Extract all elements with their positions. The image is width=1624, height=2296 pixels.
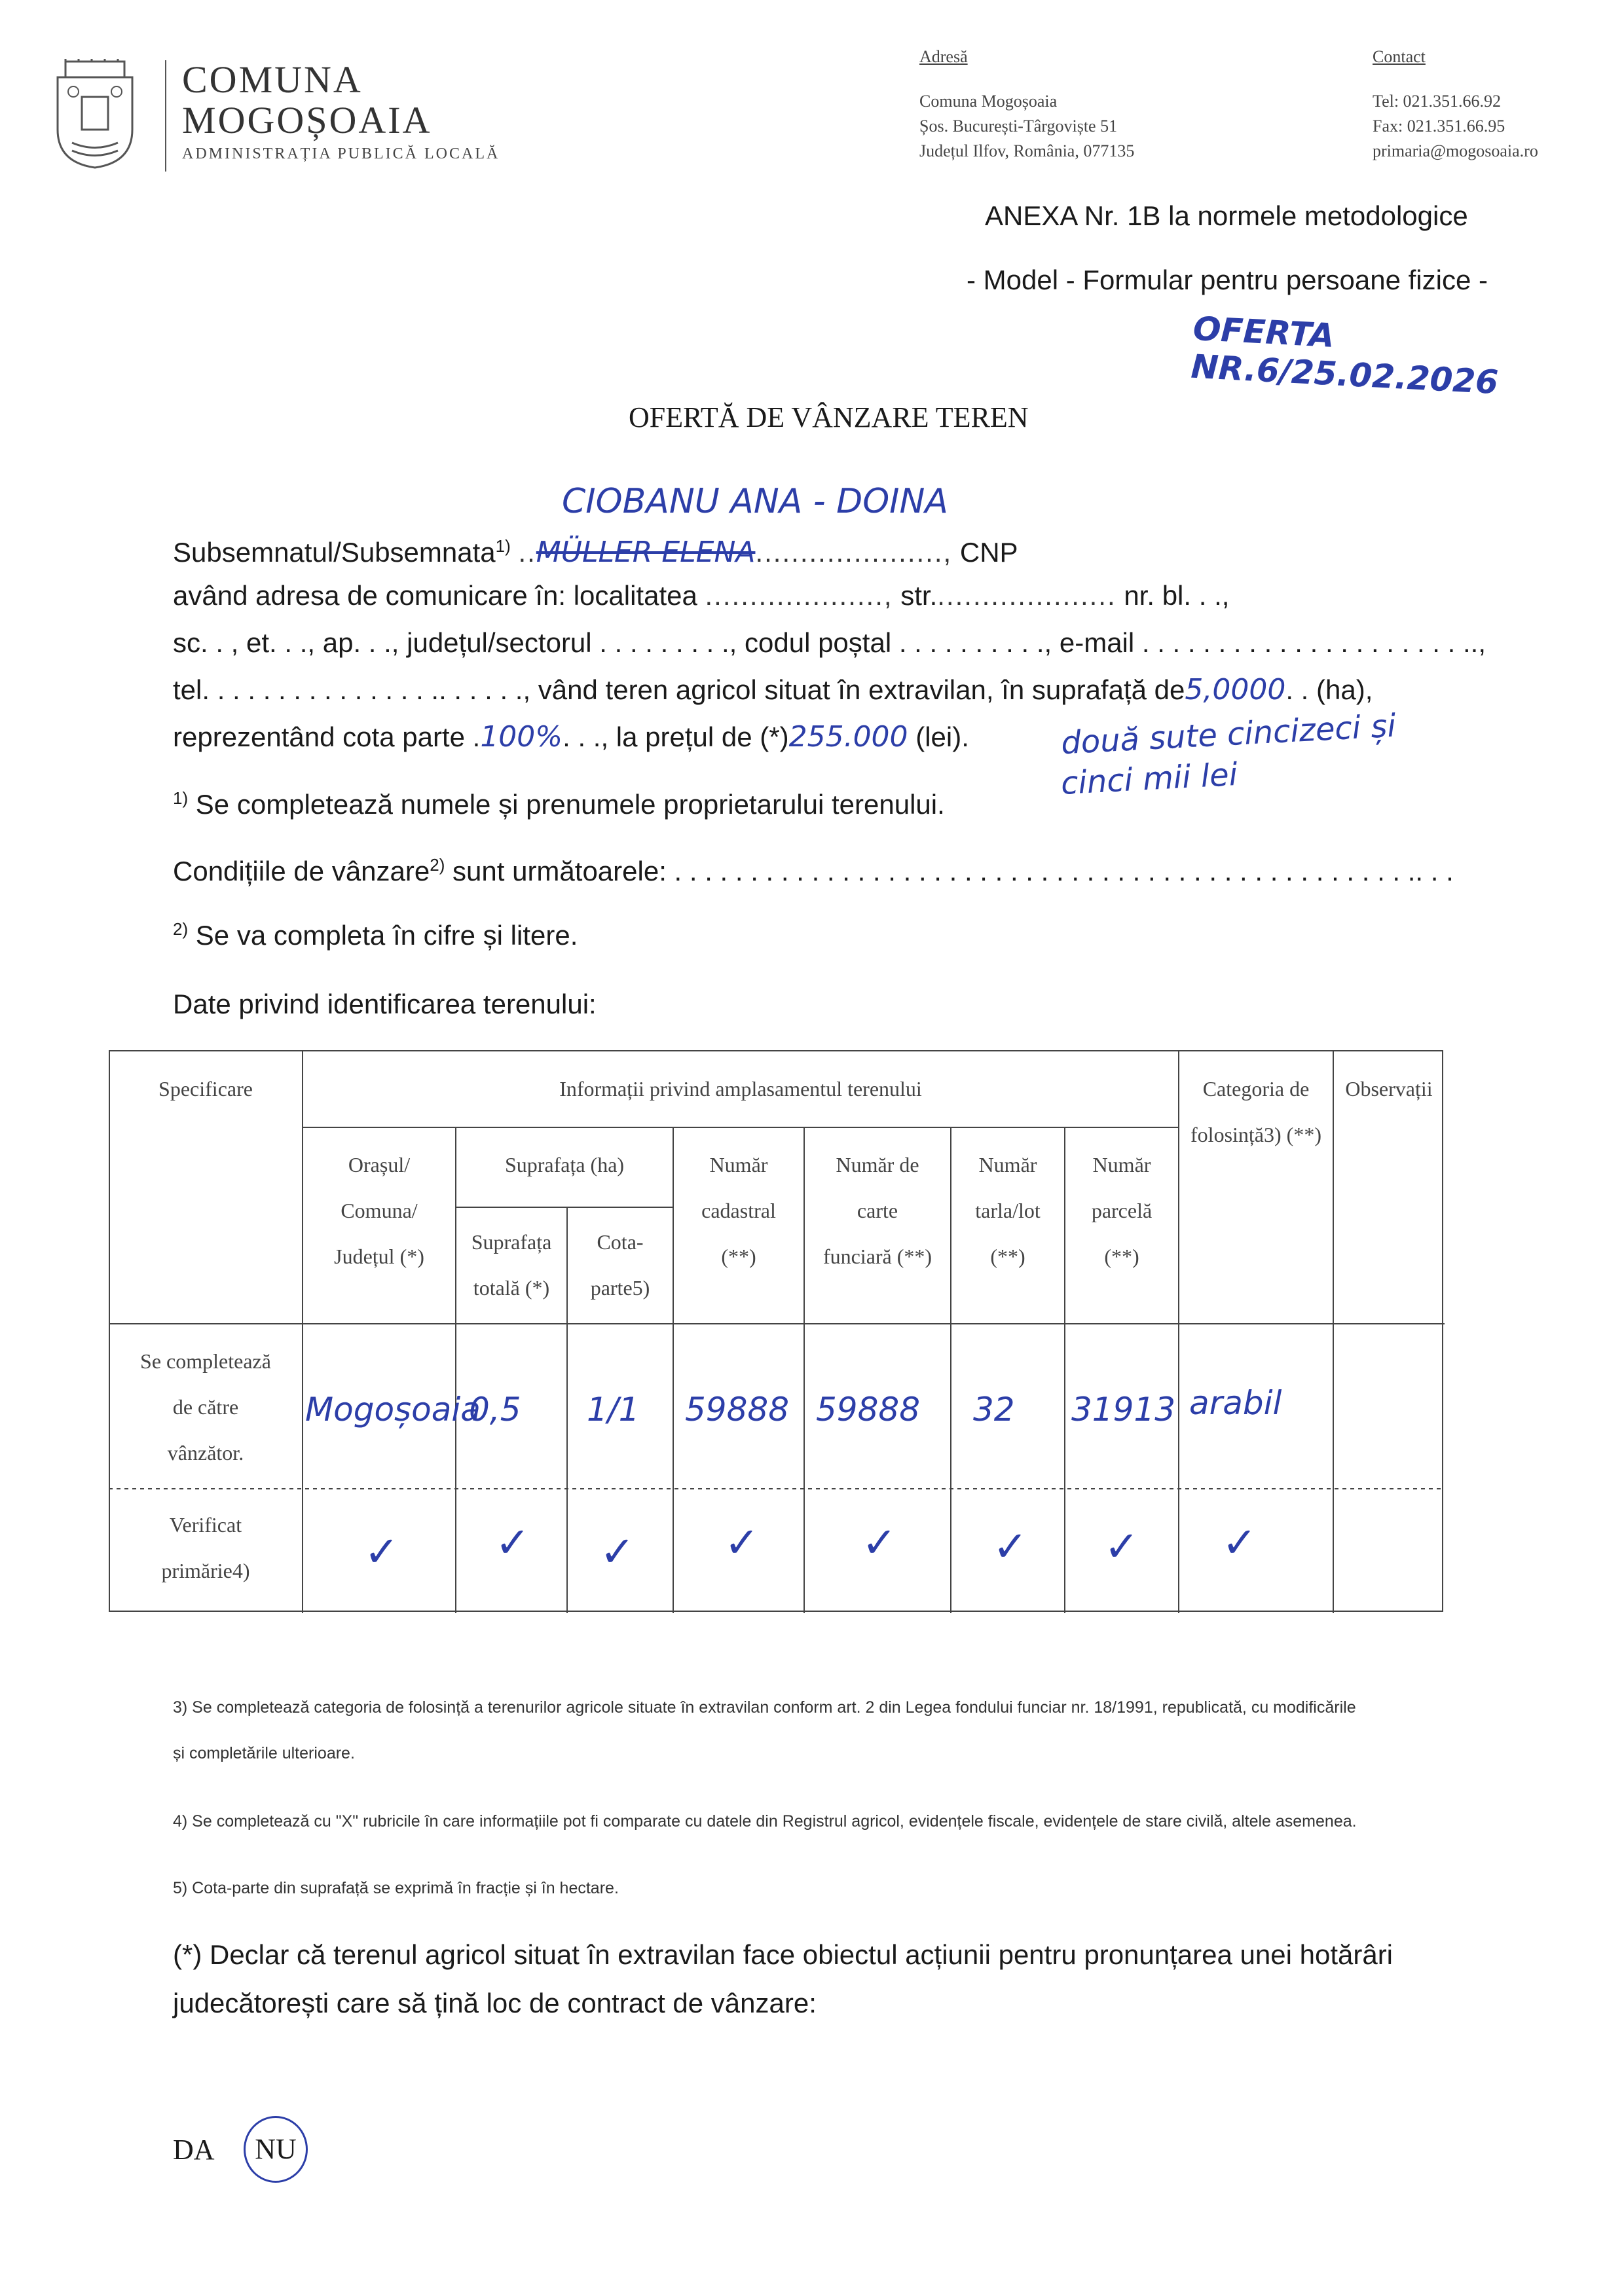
contact-fax: Fax: 021.351.66.95 xyxy=(1373,117,1505,136)
footnote-ref: 2) xyxy=(173,919,189,939)
check-mark: ✓ xyxy=(862,1519,897,1567)
footnote-3: 3) Se completează categoria de folosință a terenurilor agricole situate în extravilan conform art. 2 din Legea fondului funciar nr. 18/1991, republicată, cu modificările xyxy=(173,1698,1356,1717)
form-line-tel xyxy=(173,673,1373,706)
option-nu-circled: NU xyxy=(244,2116,308,2183)
header-line: parte5) xyxy=(590,1276,650,1300)
header-line: cadastral xyxy=(701,1199,776,1222)
contact-heading: Contact xyxy=(1373,47,1426,66)
header-info: Informații privind amplasamentul terenului xyxy=(559,1077,922,1101)
anexa-heading: ANEXA Nr. 1B la normele metodologice xyxy=(985,200,1468,231)
label-cnp: CNP xyxy=(959,537,1018,568)
header-cadastral xyxy=(673,1142,804,1279)
header-line: Număr xyxy=(709,1153,768,1176)
label-subsemnatul: Subsemnatul/Subsemnata xyxy=(173,537,496,568)
header-line: (**) xyxy=(990,1245,1025,1268)
header-line: Cota- xyxy=(597,1230,644,1254)
handwritten-offer-number: OFERTA NR.6/25.02.2026 xyxy=(1190,309,1500,402)
conditions-line xyxy=(173,855,1454,887)
cell-oras-value: Mogoșoaia xyxy=(305,1391,481,1429)
header-categoria xyxy=(1179,1066,1333,1157)
header-carte-funciara xyxy=(804,1142,951,1279)
dots: .................... xyxy=(937,580,1116,611)
label-bl: bl. . ., xyxy=(1162,580,1230,611)
declaration-line-1: (*) Declar că terenul agricol situat în extravilan face obiectul acțiunii pentru pronunțarea unei hotărâri xyxy=(173,1939,1393,1970)
cell-cadastral-value: 59888 xyxy=(685,1391,790,1429)
footnote-ref: 1) xyxy=(495,536,511,556)
header-line: (**) xyxy=(721,1245,756,1268)
footnote-ref: 1) xyxy=(173,788,189,808)
footnote-3-cont: și completările ulterioare. xyxy=(173,1744,355,1762)
header-observatii: Observații xyxy=(1345,1077,1433,1101)
header-line: totală (*) xyxy=(473,1276,550,1300)
label-conditions: Condițiile de vânzare xyxy=(173,856,430,886)
header-categoria-line: Categoria de xyxy=(1202,1077,1310,1101)
header-tarla xyxy=(951,1142,1065,1279)
option-da: DA xyxy=(173,2134,215,2166)
row-label-line: Se completează xyxy=(140,1349,271,1373)
label-cota: reprezentând cota parte . xyxy=(173,721,481,752)
row-label-line: Verificat xyxy=(169,1513,242,1537)
form-line-address xyxy=(173,580,1229,611)
check-mark: ✓ xyxy=(364,1528,399,1576)
header-line: (**) xyxy=(1104,1245,1139,1268)
header-specificare: Specificare xyxy=(158,1077,253,1101)
header-line: tarla/lot xyxy=(975,1199,1041,1222)
handwritten-cota: 100% xyxy=(480,720,563,754)
cell-categoria-value: arabil xyxy=(1189,1384,1282,1422)
form-line-price xyxy=(173,720,969,754)
check-mark: ✓ xyxy=(1222,1519,1257,1567)
header-line: parcelă xyxy=(1091,1199,1153,1222)
handwritten-price-words-1: două sute cincizeci și xyxy=(1060,707,1397,762)
check-mark: ✓ xyxy=(600,1528,635,1576)
check-mark: ✓ xyxy=(495,1519,530,1567)
note-2-text: Se va completa în cifre și litere. xyxy=(195,920,578,951)
model-subheading: - Model - Formular pentru persoane fizice - xyxy=(967,264,1488,295)
brand-line-3: ADMINISTRAȚIA PUBLICĂ LOCALĂ xyxy=(182,145,500,162)
coat-of-arms-logo xyxy=(52,58,138,169)
dots: ...................., xyxy=(705,580,893,611)
brand-line-1: COMUNA xyxy=(182,58,363,101)
check-mark: ✓ xyxy=(1104,1523,1139,1571)
label-tel-surface: tel. . . . . . . . . . . . . . . .. . . . . ., vând teren agricol situat în extravilan, în suprafață de xyxy=(173,674,1185,705)
header-line: funciară (**) xyxy=(822,1245,932,1268)
header-line: Județul (*) xyxy=(334,1245,424,1268)
label-nr: nr. xyxy=(1124,580,1155,611)
contact-phone: Tel: 021.351.66.92 xyxy=(1373,92,1502,111)
label-ha: . . (ha), xyxy=(1285,674,1373,705)
label-lei: (lei). xyxy=(915,721,969,752)
land-data-label: Date privind identificarea terenului: xyxy=(173,989,597,1019)
row-seller-label xyxy=(109,1338,303,1476)
row-label-line: de către xyxy=(172,1395,239,1419)
cell-carte-value: 59888 xyxy=(816,1391,921,1429)
header-line: carte xyxy=(857,1199,898,1222)
header-line: Număr de xyxy=(836,1153,919,1176)
row-label-line: primărie4) xyxy=(161,1559,250,1582)
header-suprafata-totala xyxy=(456,1219,567,1311)
page-title: OFERTĂ DE VÂNZARE TEREN xyxy=(629,401,1029,433)
cell-parcela-value: 31913 xyxy=(1071,1391,1176,1429)
header-oras xyxy=(303,1142,456,1279)
form-line-name xyxy=(173,536,1018,569)
header-line: Număr xyxy=(978,1153,1037,1176)
land-identification-table xyxy=(109,1050,1445,1613)
handwritten-crossed-name: MÜLLER ELENA xyxy=(536,536,756,569)
row-label-line: vânzător. xyxy=(167,1441,244,1465)
cell-tarla-value: 32 xyxy=(973,1391,1015,1429)
footnote-5: 5) Cota-parte din suprafață se exprimă în fracție și în hectare. xyxy=(173,1879,619,1897)
brand-line-2: MOGOȘOAIA xyxy=(182,99,432,141)
note-1 xyxy=(173,788,945,820)
header-categoria-line: folosință3) (**) xyxy=(1190,1123,1321,1146)
handwritten-surface: 5,0000 xyxy=(1185,673,1286,706)
note-1-text: Se completează numele și prenumele proprietarului terenului. xyxy=(195,789,945,820)
header-line: Număr xyxy=(1092,1153,1151,1176)
header-parcela xyxy=(1065,1142,1179,1279)
address-line: Județul Ilfov, România, 077135 xyxy=(919,141,1135,160)
header-line: Suprafața xyxy=(471,1230,552,1254)
handwritten-price: 255.000 xyxy=(788,720,908,754)
cell-suprafata-value: 0,5 xyxy=(469,1391,521,1429)
row-verified-label xyxy=(109,1502,303,1594)
handwritten-name: CIOBANU ANA - DOINA xyxy=(562,482,948,521)
footnote-ref: 2) xyxy=(430,855,445,875)
conditions-dots: sunt următoarele: . . . . . . . . . . . . . . . . . . . . . . . . . . . . . . . . . . . . . . . . . . . . . . . . .. . . xyxy=(452,856,1454,886)
contact-email: primaria@mogosoaia.ro xyxy=(1373,141,1538,160)
form-line-sc: sc. . , et. . ., ap. . ., județul/sectorul . . . . . . . . ., codul poștal . . . . . . . . . ., e-mail . . . . . . . . . . . . . . . . . . . . . .., xyxy=(173,627,1486,658)
cell-cota-value: 1/1 xyxy=(587,1391,640,1429)
note-2 xyxy=(173,919,578,951)
dots: .. xyxy=(518,537,536,568)
label-pret: . . ., la prețul de (*) xyxy=(563,721,789,752)
check-mark: ✓ xyxy=(724,1519,760,1567)
header-divider xyxy=(165,60,166,172)
address-heading: Adresă xyxy=(919,47,968,66)
header-line: Orașul/ xyxy=(348,1153,411,1176)
label-address: având adresa de comunicare în: localitatea xyxy=(173,580,697,611)
dots: ....................., xyxy=(755,537,953,568)
declaration-line-2: judecătorești care să țină loc de contract de vânzare: xyxy=(173,1988,817,2018)
check-mark: ✓ xyxy=(993,1523,1028,1571)
header-suprafata: Suprafața (ha) xyxy=(504,1153,625,1176)
header-line: Comuna/ xyxy=(341,1199,418,1222)
footnote-4: 4) Se completează cu "X" rubricile în care informațiile pot fi comparate cu datele din Registrul agricol, evidențele fiscale, evidențele de stare civilă, altele asemenea. xyxy=(173,1812,1357,1831)
label-street: str. xyxy=(900,580,938,611)
handwritten-price-words-2: cinci mii lei xyxy=(1060,756,1239,803)
address-line: Șos. București-Târgoviște 51 xyxy=(919,117,1118,136)
address-line: Comuna Mogoșoaia xyxy=(919,92,1058,111)
header-cota-parte xyxy=(567,1219,673,1311)
